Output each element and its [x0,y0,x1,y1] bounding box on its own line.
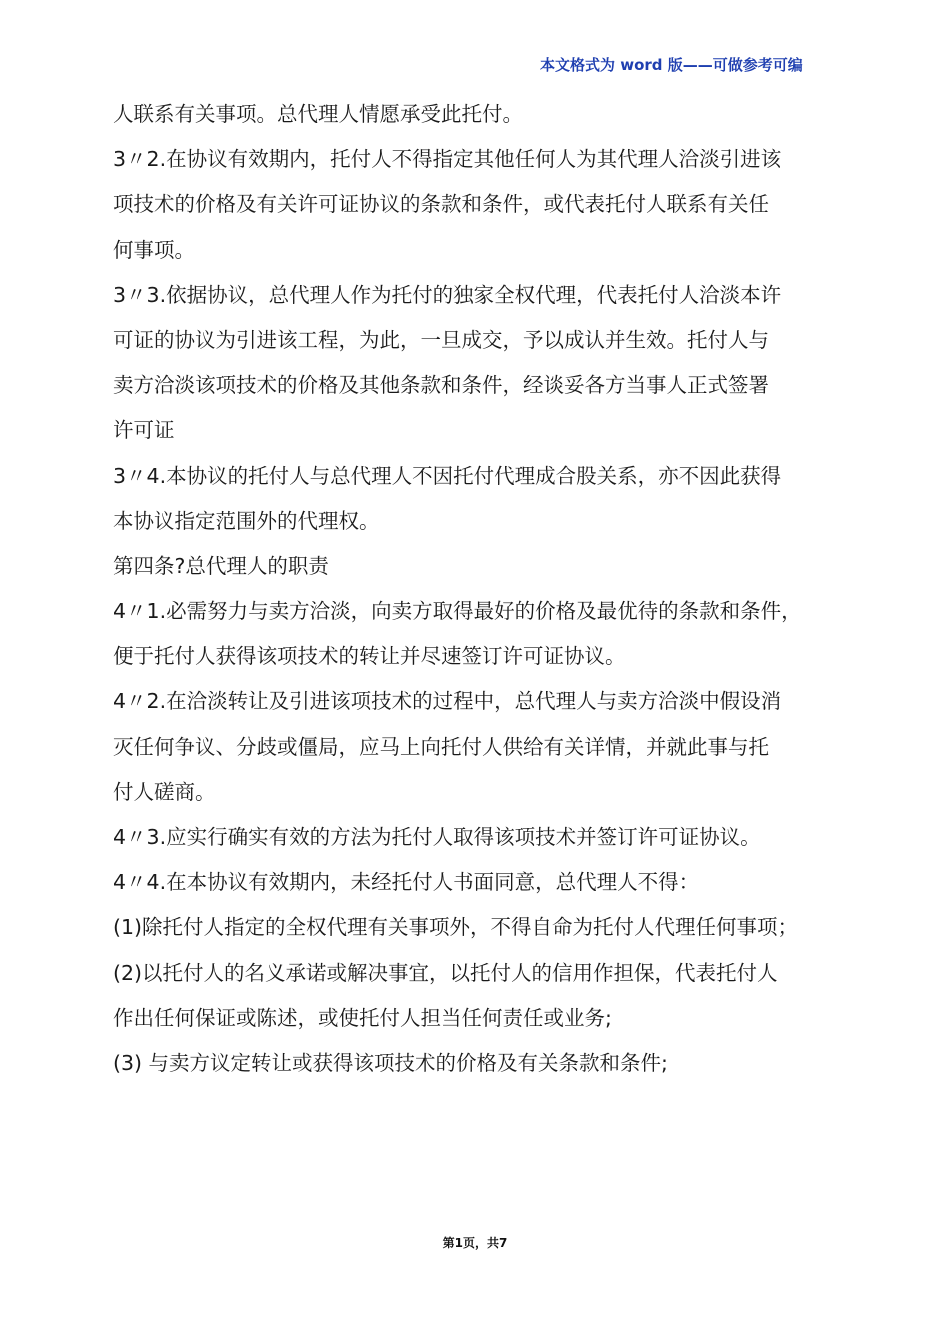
text-line: (1)除托付人指定的全权代理有关事项外，不得自命为托付人代理任何事项； [113,915,799,940]
text-line: 3〃3.依据协议，总代理人作为托付的独家全权代理，代表托付人洽淡本许 [113,282,782,307]
text-line: 4〃2.在洽淡转让及引进该项技术的过程中，总代理人与卖方洽淡中假设消 [113,689,782,714]
text-line: 何事项。 [113,237,195,262]
text-line: 3〃2.在协议有效期内，托付人不得指定其他任何人为其代理人洽淡引进该 [113,147,782,172]
text-line: 4〃4.在本协议有效期内，未经托付人书面同意，总代理人不得： [113,870,700,895]
text-line: 本协议指定范围外的代理权。 [113,508,380,533]
text-line: 许可证 [113,418,175,443]
text-line: 作出任何保证或陈述，或使托付人担当任何责任或业务; [113,1005,612,1030]
text-line: 人联系有关事项。总代理人情愿承受此托付。 [113,102,523,126]
text-line: 项技术的价格及有关许可证协议的条款和条件，或代表托付人联系有关任 [113,192,769,217]
text-line: 付人磋商。 [113,779,216,804]
text-line: 便于托付人获得该项技术的转让并尽速签订许可证协议。 [113,644,626,669]
section-heading: 第四条?总代理人的职责 [113,553,329,578]
text-line: 可证的协议为引进该工程，为此，一旦成交，予以成认并生效。托付人与 [113,327,769,352]
text-line: 4〃3.应实行确实有效的方法为托付人取得该项技术并签订许可证协议。 [113,825,761,849]
text-line: (2)以托付人的名义承诺或解决事宜，以托付人的信用作担保，代表托付人 [113,960,778,985]
text-line: 卖方洽淡该项技术的价格及其他条款和条件，经谈妥各方当事人正式签署 [113,373,769,398]
text-line: (3) 与卖方议定转让或获得该项技术的价格及有关条款和条件; [113,1050,668,1075]
page-number: 第1页，共7 [442,1236,508,1250]
document-body [113,92,873,1086]
text-line: 4〃1.必需努力与卖方洽淡，向卖方取得最好的价格及最优待的条款和条件， [113,599,802,624]
text-line: 3〃4.本协议的托付人与总代理人不因托付代理成合股关系，亦不因此获得 [113,463,782,488]
header-note: 本文格式为 word 版——可做参考可编 [540,56,803,74]
text-line: 灭任何争议、分歧或僵局，应马上向托付人供给有关详情，并就此事与托 [113,734,769,759]
